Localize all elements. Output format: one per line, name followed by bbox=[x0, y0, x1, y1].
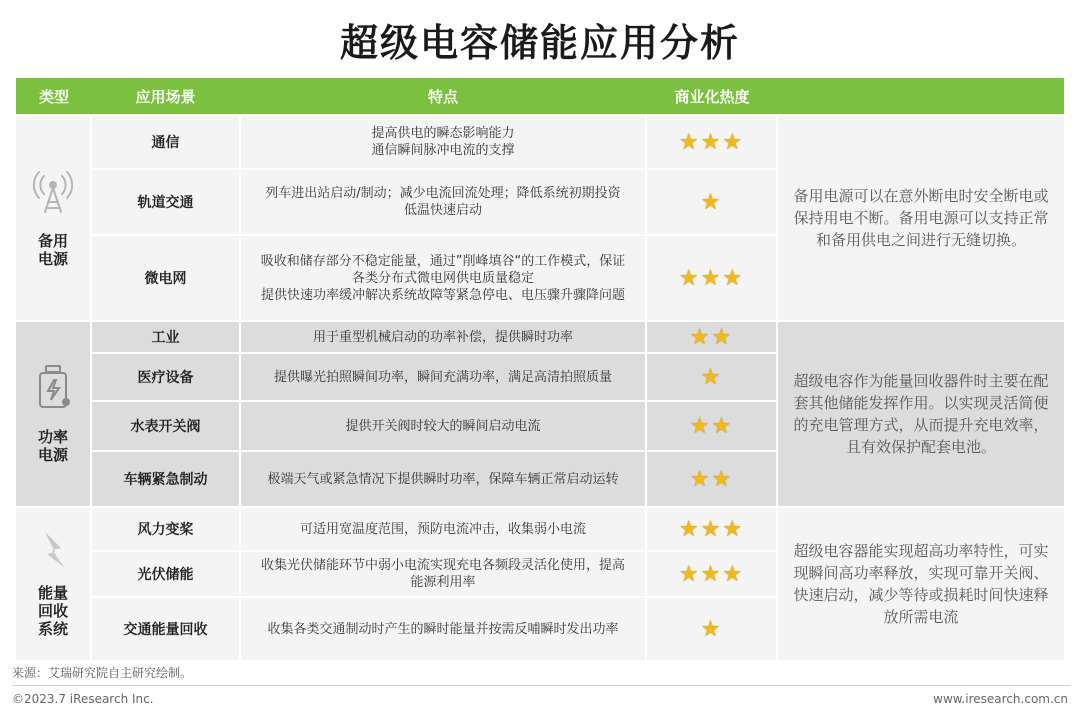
header-heat: 商业化热度 bbox=[674, 87, 750, 106]
star-rating: ★ bbox=[700, 364, 723, 390]
features-cell: 极端天气或紧急情况下提供瞬时功率，保障车辆正常启动运转 bbox=[239, 452, 647, 506]
scene-cell: 轨道交通 bbox=[137, 195, 194, 211]
group-type-line: 功率 bbox=[37, 428, 68, 446]
footer-divider bbox=[12, 685, 1070, 686]
source-note: 来源：艾瑞研究院自主研究绘制。 bbox=[12, 666, 193, 680]
header-features: 特点 bbox=[427, 87, 458, 106]
table-row bbox=[92, 552, 776, 596]
table-row bbox=[92, 402, 776, 450]
table-row bbox=[92, 598, 776, 660]
star-rating: ★★★ bbox=[678, 265, 745, 291]
group-energy-recovery bbox=[16, 508, 1064, 660]
group-type-cell bbox=[16, 116, 90, 320]
copyright: ©2023.7 iResearch Inc. bbox=[12, 692, 154, 706]
summary-cell: 超级电容作为能量回收器件时主要在配套其他储能发挥作用。以实现灵活简便的充电管理方式，从而提升充电效率，且有效保护配套电池。 bbox=[793, 372, 1049, 456]
table-row bbox=[92, 354, 776, 400]
battery-icon bbox=[33, 364, 73, 410]
table-row bbox=[92, 116, 776, 168]
features-cell: 可适用宽温度范围，预防电流冲击，收集弱小电流 bbox=[239, 508, 647, 550]
scene-cell: 交通能量回收 bbox=[123, 622, 208, 638]
scene-cell: 光伏储能 bbox=[137, 567, 194, 583]
table-row bbox=[92, 452, 776, 506]
scene-cell: 通信 bbox=[151, 135, 180, 151]
star-rating: ★★★ bbox=[678, 561, 745, 587]
group-type-cell bbox=[16, 322, 90, 506]
features-cell: 提供曝光拍照瞬间功率，瞬间充满功率，满足高清拍照质量 bbox=[239, 354, 647, 400]
group-power-supply bbox=[16, 322, 1064, 506]
star-rating: ★★ bbox=[689, 413, 734, 439]
table-row bbox=[92, 236, 776, 320]
star-rating: ★★★ bbox=[678, 129, 745, 155]
header-type: 类型 bbox=[38, 87, 69, 106]
scene-cell: 微电网 bbox=[144, 271, 187, 287]
group-type-line: 回收 bbox=[37, 602, 68, 620]
features-cell: 收集光伏储能环节中弱小电流实现充电各频段灵活化使用，提高能源利用率 bbox=[239, 552, 647, 596]
table-row bbox=[92, 508, 776, 550]
group-type-line: 电源 bbox=[37, 250, 68, 268]
summary-cell: 备用电源可以在意外断电时安全断电或保持用电不断。备用电源可以支持正常和备用供电之间进行无缝切换。 bbox=[793, 187, 1049, 249]
antenna-icon bbox=[30, 168, 76, 214]
features-cell: 列车进出站启动/制动；减少电流回流处理；降低系统初期投资 低温快速启动 bbox=[239, 170, 647, 234]
scene-cell: 医疗设备 bbox=[137, 370, 194, 386]
scene-cell: 工业 bbox=[151, 330, 180, 346]
table-header bbox=[16, 78, 1064, 114]
group-type-cell bbox=[16, 508, 90, 660]
scene-cell: 风力变桨 bbox=[137, 522, 194, 538]
summary-cell: 超级电容器能实现超高功率特性，可实现瞬间高功率释放，实现可靠开关阀、快速启动，减少等待或损耗时间快速释放所需电流 bbox=[793, 542, 1049, 626]
table-row bbox=[92, 322, 776, 352]
features-cell: 用于重型机械启动的功率补偿，提供瞬时功率 bbox=[239, 322, 647, 352]
group-backup-power bbox=[16, 116, 1064, 320]
features-cell: 提高供电的瞬态影响能力 通信瞬间脉冲电流的支撑 bbox=[239, 116, 647, 168]
star-rating: ★ bbox=[700, 616, 723, 642]
scene-cell: 车辆紧急制动 bbox=[123, 472, 208, 488]
website-link[interactable]: www.iresearch.com.cn bbox=[933, 692, 1068, 706]
scene-cell: 水表开关阀 bbox=[130, 419, 201, 435]
lightning-icon bbox=[35, 530, 71, 574]
header-scene: 应用场景 bbox=[135, 87, 196, 106]
group-type-line: 电源 bbox=[37, 446, 68, 464]
header-summary bbox=[777, 78, 1064, 114]
star-rating: ★ bbox=[700, 189, 723, 215]
star-rating: ★★ bbox=[689, 466, 734, 492]
star-rating: ★★ bbox=[689, 324, 734, 350]
group-type-line: 系统 bbox=[37, 620, 68, 638]
table-row bbox=[92, 170, 776, 234]
page-title: 超级电容储能应用分析 bbox=[339, 21, 740, 65]
features-cell: 提供开关阀时较大的瞬间启动电流 bbox=[239, 402, 647, 450]
analysis-table bbox=[16, 78, 1064, 658]
group-type-line: 能量 bbox=[37, 584, 68, 602]
features-cell: 收集各类交通制动时产生的瞬时能量并按需反哺瞬时发出功率 bbox=[239, 598, 647, 660]
group-type-line: 备用 bbox=[37, 232, 68, 250]
star-rating: ★★★ bbox=[678, 516, 745, 542]
features-cell: 吸收和储存部分不稳定能量，通过”削峰填谷“的工作模式，保证各类分布式微电网供电质量稳定 提供快速功率缓冲解决系统故障等紧急停电、电压骤升骤降问题 bbox=[239, 236, 647, 320]
